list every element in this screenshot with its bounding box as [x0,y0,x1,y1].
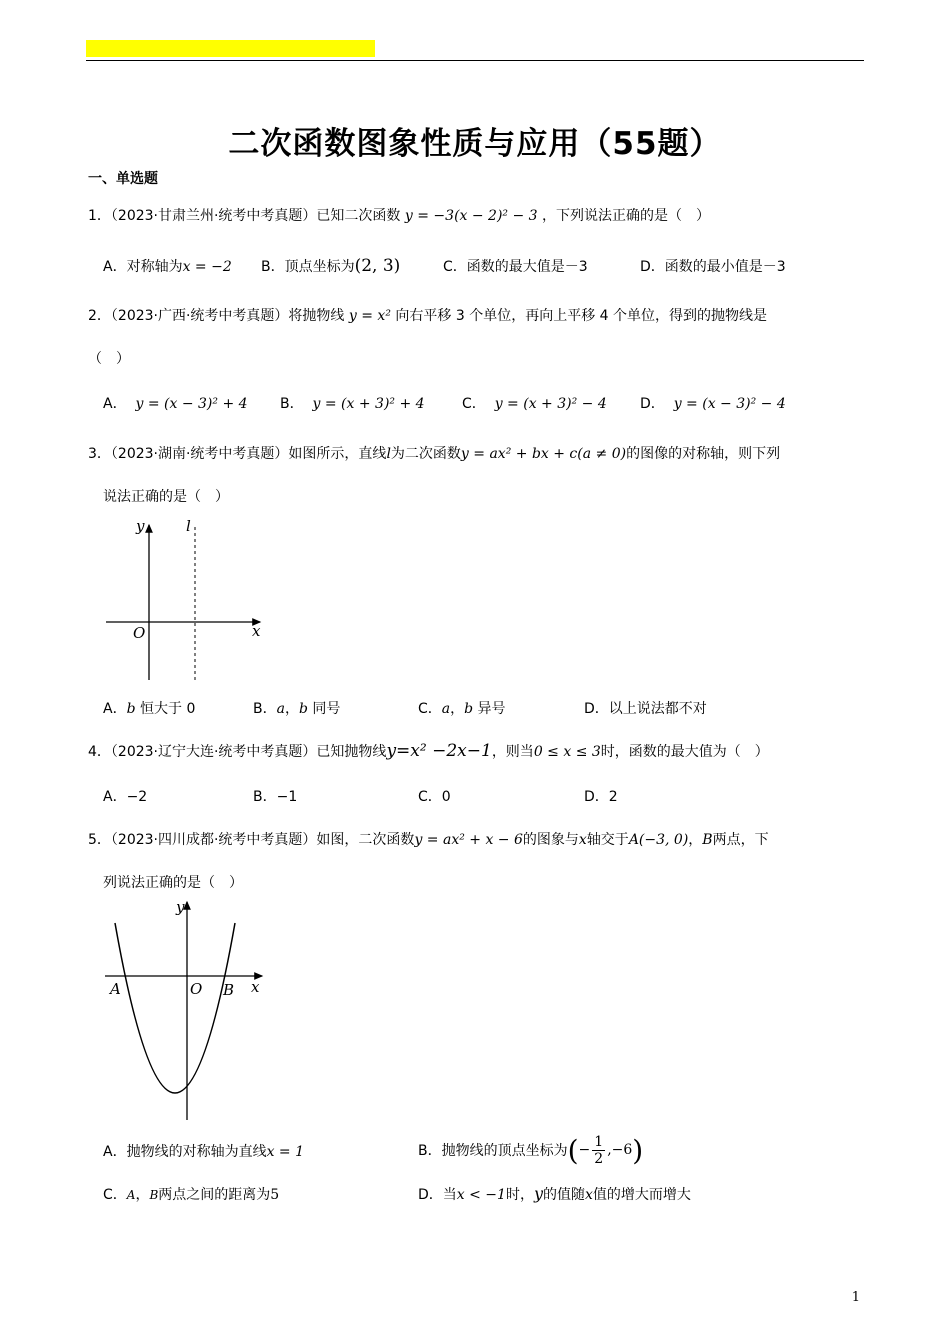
q2-option-b[interactable] [280,393,425,413]
q5-b-label: B [223,981,235,999]
q2-option-b-label: B． [280,396,304,412]
q1-option-d[interactable]: D．函数的最小值是－3 [640,259,786,275]
q1-option-a-text: A．对称轴为 [103,259,183,275]
q5-option-b[interactable] [418,1128,643,1172]
q5-tail: 两点，下 [712,832,769,848]
q5-option-d-x: x [585,1187,593,1203]
q3-x-label: x [252,622,261,640]
q3-option-c-label: C． [418,701,442,717]
q5-x-label: x [251,978,260,996]
q5-option-a-math: x = 1 [266,1144,305,1160]
q3-option-b-b: b [298,701,308,717]
q3-option-c-b: b [464,701,474,717]
q5-option-b-numerator: 1 [594,1133,604,1150]
q2-option-d[interactable] [640,393,786,413]
q5-option-b-rparen: ) [632,1133,644,1167]
q5-option-b-comma: , [607,1142,612,1158]
q2-option-c-label: C． [462,396,486,412]
q4-option-d[interactable]: D．2 [584,789,618,805]
q4-option-b[interactable]: B．−1 [253,789,298,805]
q1-tail: ，下列说法正确的是（ ） [542,208,711,224]
q3-option-c[interactable] [418,698,506,718]
q5-option-d-label: D．当 [418,1187,457,1203]
q3-option-b-a: a [276,701,285,717]
q2-option-a-math: y = (x − 3)² + 4 [135,396,248,412]
q1-option-b-math: (2, 3) [354,256,401,276]
q2-stem-continuation: （ ） [88,351,130,367]
q5-formula: y = ax² + x − 6 [414,832,523,848]
q3-option-c-sep: ， [450,701,465,717]
q4-option-c[interactable]: C．0 [418,789,451,805]
q3-mid-text: 为二次函数 [390,446,461,462]
page-number: 1 [851,1290,860,1305]
q3-option-b-text: 同号 [307,701,341,717]
q5-option-b-fraction [592,1134,605,1167]
section-heading: 一、单选题 [88,171,158,187]
q5-option-d-text3: 值的增大而增大 [592,1187,691,1203]
q1-option-a-math: x = −2 [182,259,232,275]
q5-parabola [115,923,235,1093]
q3-origin-label: O [133,624,146,642]
q5-x-var: x [578,832,587,848]
q5-point-b: B [702,832,713,848]
q3-l-label: l [186,517,191,535]
q5-option-c[interactable] [103,1184,279,1204]
q5-option-c-a: A [126,1188,136,1202]
question-2-stem [88,305,767,325]
q5-option-c-number: 5 [270,1187,280,1203]
q1-stem-text: 1．（2023·甘肃兰州·统考中考真题）已知二次函数 [88,208,401,224]
q1-option-c[interactable]: C．函数的最大值是－3 [443,259,588,275]
q5-option-c-text: 两点之间的距离为 [158,1187,271,1203]
q3-option-c-text: 异号 [473,701,506,717]
q2-option-d-label: D． [640,396,665,412]
q3-option-a-b: b [126,701,136,717]
q4-tail: 时，函数的最大值为（ ） [600,744,769,760]
q3-option-b[interactable] [253,698,340,718]
q5-option-b-denominator: 2 [594,1150,604,1167]
q5-option-b-rest: −6 [611,1142,633,1158]
header-rule [86,60,864,61]
q5-option-d-y: y [533,1184,543,1203]
q4-mid-text: ，则当 [491,744,534,760]
q5-sep: ， [688,832,703,848]
q2-tail: 向右平移 3 个单位，再向上平移 4 个单位，得到的抛物线是 [395,308,768,324]
q5-figure [100,898,270,1123]
q2-stem-text: 2．（2023·广西·统考中考真题）将抛物线 [88,308,345,324]
q5-option-a-text: A．抛物线的对称轴为直线 [103,1144,267,1160]
question-4-stem [88,741,769,761]
q5-y-label: y [176,898,185,916]
q3-figure [100,515,270,685]
question-1-stem [88,205,710,225]
q3-tail: 的图像的对称轴，则下列 [626,446,781,462]
q3-stem-text: 3．（2023·湖南·统考中考真题）如图所示，直线 [88,446,387,462]
q3-option-b-label: B． [253,701,277,717]
q5-option-b-text: B．抛物线的顶点坐标为 [418,1143,568,1159]
q1-option-b[interactable] [261,256,400,276]
q3-option-a-label: A． [103,701,127,717]
q3-line-l: l [386,446,391,462]
q5-option-d-text2: 的值随 [543,1187,585,1203]
q3-stem-continuation: 说法正确的是（ ） [103,489,229,505]
q5-option-a[interactable] [103,1141,304,1161]
question-5-stem [88,829,769,849]
q2-formula: y = x² [348,308,391,324]
q5-option-d-math: x < −1 [456,1187,506,1203]
q5-option-c-sep: ， [135,1187,150,1203]
q5-option-d-text1: 时， [505,1187,534,1203]
question-3-stem [88,443,780,463]
q5-option-d[interactable] [418,1184,691,1204]
q4-formula: y=x² −2x−1 [386,741,492,761]
q3-option-d[interactable]: D．以上说法都不对 [584,701,707,717]
q5-stem-continuation: 列说法正确的是（ ） [103,875,243,891]
q2-option-b-math: y = (x + 3)² + 4 [312,396,425,412]
q2-option-c[interactable] [462,393,607,413]
q5-option-b-neg: − [578,1142,591,1158]
q5-option-c-b: B [149,1188,159,1202]
q1-formula: y = −3(x − 2)² − 3 [404,208,538,224]
q3-y-label: y [136,517,145,535]
q2-option-a-label: A． [103,396,127,412]
q4-stem-text: 4．（2023·辽宁大连·统考中考真题）已知抛物线 [88,744,387,760]
q5-stem-text: 5．（2023·四川成都·统考中考真题）如图，二次函数 [88,832,415,848]
q5-option-c-label: C． [103,1187,127,1203]
page-title: 二次函数图象性质与应用（55题） [228,126,722,162]
q1-option-a[interactable] [103,256,232,276]
header-highlight-bar [86,40,375,57]
q2-option-c-math: y = (x + 3)² − 4 [494,396,607,412]
q5-mid2-text: 轴交于 [586,832,629,848]
q3-formula: y = ax² + bx + c(a ≠ 0) [460,446,627,462]
q5-point-a: A(−3, 0) [628,832,689,848]
q1-option-b-text: B．顶点坐标为 [261,259,355,275]
q5-origin-label: O [190,980,203,998]
q2-option-d-math: y = (x − 3)² − 4 [673,396,786,412]
q4-range: 0 ≤ x ≤ 3 [533,744,601,760]
q3-option-a-text: 恒大于 0 [135,701,196,717]
q5-mid-text: 的图象与 [522,832,579,848]
q5-option-b-lparen: ( [567,1133,579,1167]
q3-option-a[interactable] [103,698,195,718]
q3-option-c-a: a [441,701,451,717]
q5-a-label: A [110,980,121,998]
q3-option-b-sep: ， [284,701,299,717]
q2-option-a[interactable] [103,393,248,413]
q4-option-a[interactable]: A．−2 [103,789,148,805]
